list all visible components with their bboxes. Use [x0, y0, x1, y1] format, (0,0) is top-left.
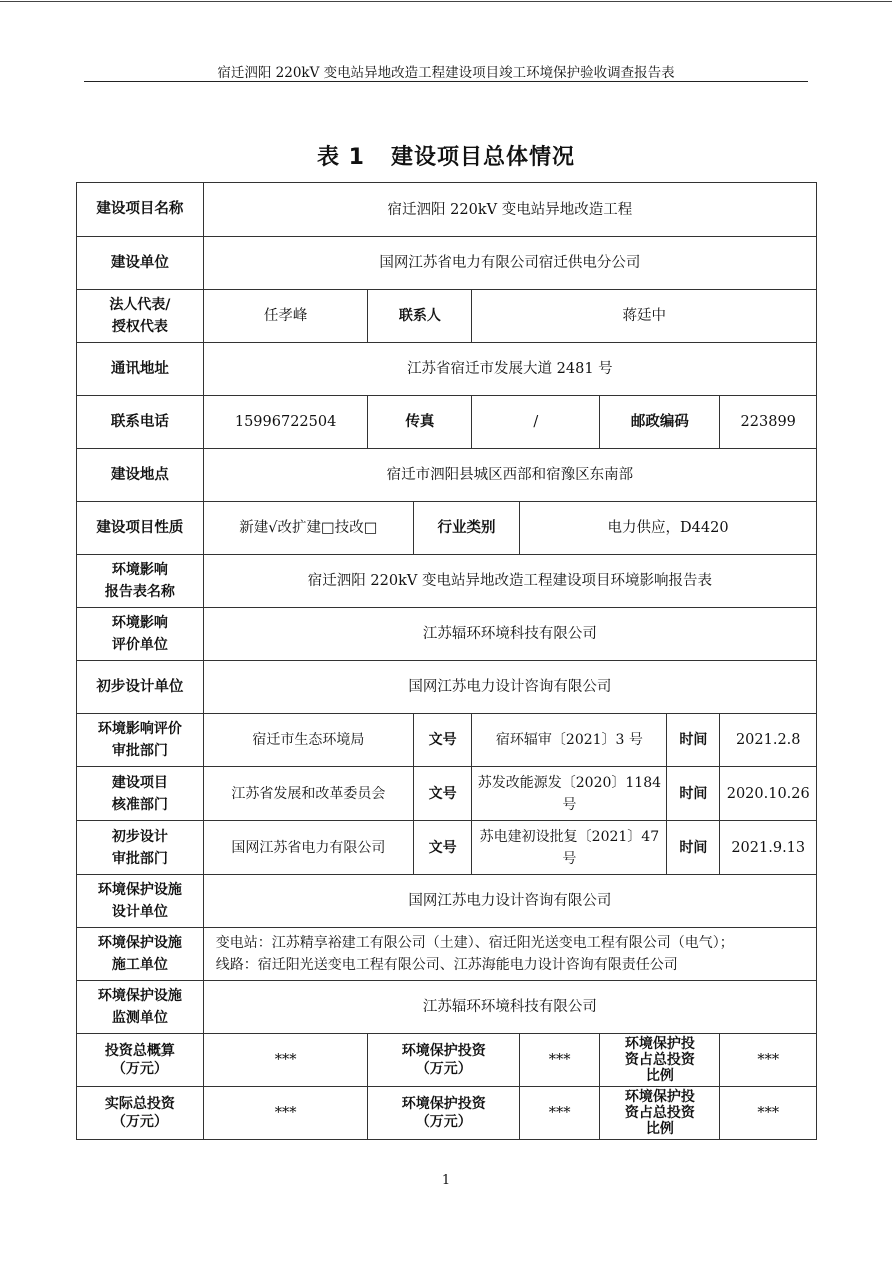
- env-construction-label: 环境保护设施 施工单位: [77, 928, 204, 981]
- postcode-label: 邮政编码: [600, 396, 720, 449]
- row-env-construction: [77, 928, 817, 981]
- eia-approval-time-value: 2021.2.8: [720, 714, 817, 767]
- actual-env-value: ***: [520, 1087, 600, 1140]
- row-location: [77, 449, 817, 502]
- actual-ratio-value: ***: [720, 1087, 817, 1140]
- env-monitoring-value: 江苏辐环环境科技有限公司: [203, 981, 816, 1034]
- row-env-monitoring: [77, 981, 817, 1034]
- row-eia-report: [77, 555, 817, 608]
- header-rule: [84, 81, 808, 82]
- eia-approval-doc-label: 文号: [413, 714, 472, 767]
- approval-dept-time-label: 时间: [667, 767, 720, 821]
- builder-value: 国网江苏省电力有限公司宿迁供电分公司: [203, 237, 816, 290]
- eia-report-value: 宿迁泗阳 220kV 变电站异地改造工程建设项目环境影响报告表: [203, 555, 816, 608]
- env-construction-value: 变电站：江苏精享裕建工有限公司（土建）、宿迁阳光送变电工程有限公司（电气）； 线路：宿迁阳光送变电工程有限公司、江苏海能电力设计咨询有限责任公司: [203, 928, 816, 981]
- budget-label: 投资总概算 （万元）: [77, 1034, 204, 1087]
- row-eia-unit: [77, 608, 817, 661]
- eia-approval-doc-value: 宿环辐审〔2021〕3 号: [472, 714, 667, 767]
- budget-env-value: ***: [520, 1034, 600, 1087]
- row-design-approval: [77, 821, 817, 875]
- location-value: 宿迁市泗阳县城区西部和宿豫区东南部: [203, 449, 816, 502]
- row-actual-investment: [77, 1087, 817, 1140]
- running-header: 宿迁泗阳 220kV 变电站异地改造工程建设项目竣工环境保护验收调查报告表: [217, 65, 675, 81]
- address-value: 江苏省宿迁市发展大道 2481 号: [203, 343, 816, 396]
- location-label: 建设地点: [77, 449, 204, 502]
- postcode-value: 223899: [720, 396, 817, 449]
- env-design-label: 环境保护设施 设计单位: [77, 875, 204, 928]
- top-border-line: [0, 1, 892, 2]
- actual-ratio-label: 环境保护投 资占总投资 比例: [600, 1087, 720, 1140]
- contact-label: 联系人: [368, 290, 472, 343]
- actual-env-label: 环境保护投资 （万元）: [368, 1087, 520, 1140]
- legal-rep-label: 法人代表/ 授权代表: [77, 290, 204, 343]
- project-name-label: 建设项目名称: [77, 183, 204, 237]
- row-project-name: [77, 183, 817, 237]
- eia-approval-label: 环境影响评价 审批部门: [77, 714, 204, 767]
- actual-label: 实际总投资 （万元）: [77, 1087, 204, 1140]
- row-nature: [77, 502, 817, 555]
- design-approval-doc-value: 苏电建初设批复〔2021〕47 号: [472, 821, 667, 875]
- address-label: 通讯地址: [77, 343, 204, 396]
- row-legal-representative: [77, 290, 817, 343]
- approval-dept-label: 建设项目 核准部门: [77, 767, 204, 821]
- prelim-design-value: 国网江苏电力设计咨询有限公司: [203, 661, 816, 714]
- industry-label: 行业类别: [413, 502, 519, 555]
- budget-env-label: 环境保护投资 （万元）: [368, 1034, 520, 1087]
- design-approval-doc-label: 文号: [413, 821, 472, 875]
- design-approval-time-label: 时间: [667, 821, 720, 875]
- eia-unit-value: 江苏辐环环境科技有限公司: [203, 608, 816, 661]
- row-env-design: [77, 875, 817, 928]
- page-number: 1: [441, 1173, 451, 1188]
- phone-label: 联系电话: [77, 396, 204, 449]
- row-address: [77, 343, 817, 396]
- eia-unit-label: 环境影响 评价单位: [77, 608, 204, 661]
- actual-value: ***: [203, 1087, 368, 1140]
- contact-value: 蒋廷中: [472, 290, 817, 343]
- approval-dept-time-value: 2020.10.26: [720, 767, 817, 821]
- row-phone: [77, 396, 817, 449]
- design-approval-label: 初步设计 审批部门: [77, 821, 204, 875]
- builder-label: 建设单位: [77, 237, 204, 290]
- project-overview-table: [76, 182, 817, 1140]
- legal-rep-value: 任孝峰: [203, 290, 368, 343]
- env-monitoring-label: 环境保护设施 监测单位: [77, 981, 204, 1034]
- row-eia-approval: [77, 714, 817, 767]
- eia-report-label: 环境影响 报告表名称: [77, 555, 204, 608]
- phone-value: 15996722504: [203, 396, 368, 449]
- table-title: 表 1 建设项目总体情况: [317, 145, 575, 170]
- row-approval-dept: [77, 767, 817, 821]
- nature-label: 建设项目性质: [77, 502, 204, 555]
- approval-dept-doc-value: 苏发改能源发〔2020〕1184 号: [472, 767, 667, 821]
- prelim-design-label: 初步设计单位: [77, 661, 204, 714]
- budget-ratio-label: 环境保护投 资占总投资 比例: [600, 1034, 720, 1087]
- design-approval-time-value: 2021.9.13: [720, 821, 817, 875]
- project-name-value: 宿迁泗阳 220kV 变电站异地改造工程: [203, 183, 816, 237]
- eia-approval-dept-value: 宿迁市生态环境局: [203, 714, 413, 767]
- eia-approval-time-label: 时间: [667, 714, 720, 767]
- industry-value: 电力供应，D4420: [520, 502, 817, 555]
- row-builder: [77, 237, 817, 290]
- approval-dept-value: 江苏省发展和改革委员会: [203, 767, 413, 821]
- fax-label: 传真: [368, 396, 472, 449]
- budget-value: ***: [203, 1034, 368, 1087]
- design-approval-value: 国网江苏省电力有限公司: [203, 821, 413, 875]
- row-prelim-design: [77, 661, 817, 714]
- approval-dept-doc-label: 文号: [413, 767, 472, 821]
- budget-ratio-value: ***: [720, 1034, 817, 1087]
- fax-value: /: [472, 396, 600, 449]
- env-design-value: 国网江苏电力设计咨询有限公司: [203, 875, 816, 928]
- nature-value: 新建√改扩建□技改□: [203, 502, 413, 555]
- row-budget: [77, 1034, 817, 1087]
